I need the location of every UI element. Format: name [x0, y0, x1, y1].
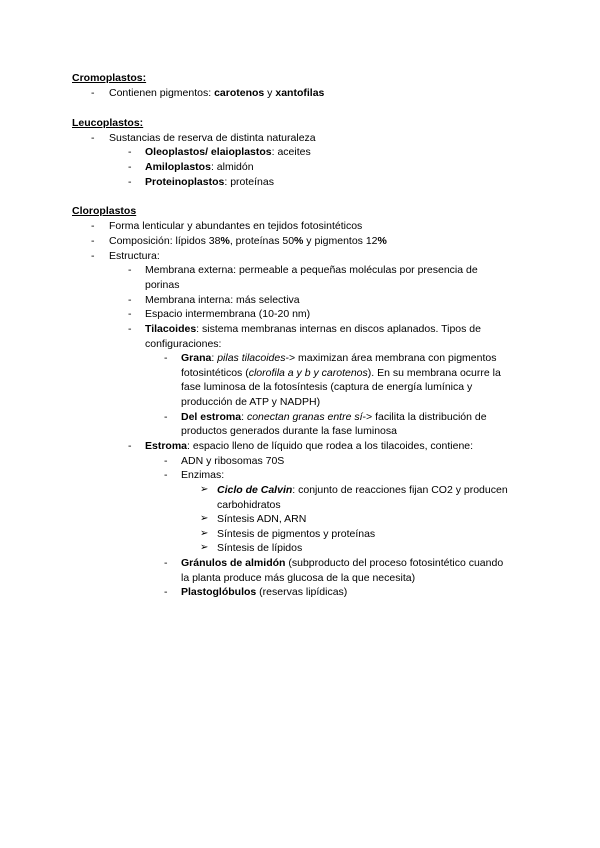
list-item: Gránulos de almidón (subproducto del proceso fotosintético cuando: [181, 557, 504, 569]
list-item: Ciclo de Calvin: conjunto de reacciones fijan CO2 y producen: [217, 484, 508, 496]
list-dash: -: [128, 264, 132, 276]
list-item: Oleoplastos/ elaioplastos: aceites: [145, 146, 311, 158]
list-dash: -: [164, 586, 168, 598]
section-heading-cromoplastos: Cromoplastos:: [72, 72, 147, 84]
list-dash: -: [164, 455, 168, 467]
arrow-bullet-icon: ➢: [200, 528, 209, 539]
list-item: Estructura:: [109, 250, 160, 262]
list-item: ADN y ribosomas 70S: [181, 455, 285, 467]
list-item: Tilacoides: sistema membranas internas en discos aplanados. Tipos de: [145, 323, 481, 335]
list-item: Composición: lípidos 38%, proteínas 50% y pigmentos 12%: [109, 235, 387, 247]
list-item: Síntesis de pigmentos y proteínas: [217, 528, 376, 540]
list-item: Amiloplastos: almidón: [145, 161, 254, 173]
list-item-continuation: productos generados durante la fase luminosa: [181, 425, 397, 437]
list-dash: -: [128, 146, 132, 158]
list-item: Proteinoplastos: proteínas: [145, 176, 274, 188]
list-dash: -: [164, 469, 168, 481]
list-item-continuation: carbohidratos: [217, 499, 281, 511]
list-item: Del estroma: conectan granas entre sí-> facilita la distribución de: [181, 411, 487, 423]
list-item-continuation: porinas: [145, 279, 180, 291]
list-dash: -: [91, 132, 95, 144]
list-dash: -: [128, 176, 132, 188]
arrow-bullet-icon: ➢: [200, 542, 209, 553]
list-dash: -: [164, 352, 168, 364]
list-item: Síntesis de lípidos: [217, 542, 303, 554]
section-heading-leucoplastos: Leucoplastos:: [72, 117, 144, 129]
list-item-continuation: producción de ATP y NADPH): [181, 396, 321, 408]
list-dash: -: [91, 235, 95, 247]
arrow-bullet-icon: ➢: [200, 484, 209, 495]
list-item: Síntesis ADN, ARN: [217, 513, 307, 525]
list-item-continuation: fotosintéticos (clorofila a y b y carotenos). En su membrana ocurre la: [181, 367, 501, 379]
list-dash: -: [164, 557, 168, 569]
list-item: Membrana externa: permeable a pequeñas moléculas por presencia de: [145, 264, 478, 276]
list-item: Enzimas:: [181, 469, 225, 481]
list-item: Forma lenticular y abundantes en tejidos fotosintéticos: [109, 220, 363, 232]
list-item-continuation: fase luminosa de la fotosíntesis (captura de energía lumínica y: [181, 381, 473, 393]
list-dash: -: [128, 323, 132, 335]
list-dash: -: [128, 440, 132, 452]
list-item-continuation: configuraciones:: [145, 338, 222, 350]
list-dash: -: [128, 161, 132, 173]
list-dash: -: [91, 87, 95, 99]
list-dash: -: [164, 411, 168, 423]
list-dash: -: [128, 294, 132, 306]
list-item: Plastoglóbulos (reservas lipídicas): [181, 586, 348, 598]
list-dash: -: [91, 220, 95, 232]
list-dash: -: [91, 250, 95, 262]
arrow-bullet-icon: ➢: [200, 513, 209, 524]
list-item: Estroma: espacio lleno de líquido que rodea a los tilacoides, contiene:: [145, 440, 474, 452]
list-item: Sustancias de reserva de distinta naturaleza: [109, 132, 316, 144]
list-item: Membrana interna: más selectiva: [145, 294, 300, 306]
list-item-continuation: la planta produce más glucosa de la que necesita): [181, 572, 416, 584]
list-item: Espacio intermembrana (10-20 nm): [145, 308, 311, 320]
list-dash: -: [128, 308, 132, 320]
list-item: Contienen pigmentos: carotenos y xantofilas: [109, 87, 325, 99]
section-heading-cloroplastos: Cloroplastos: [72, 205, 137, 217]
list-item: Grana: pilas tilacoides-> maximizan área membrana con pigmentos: [181, 352, 497, 364]
